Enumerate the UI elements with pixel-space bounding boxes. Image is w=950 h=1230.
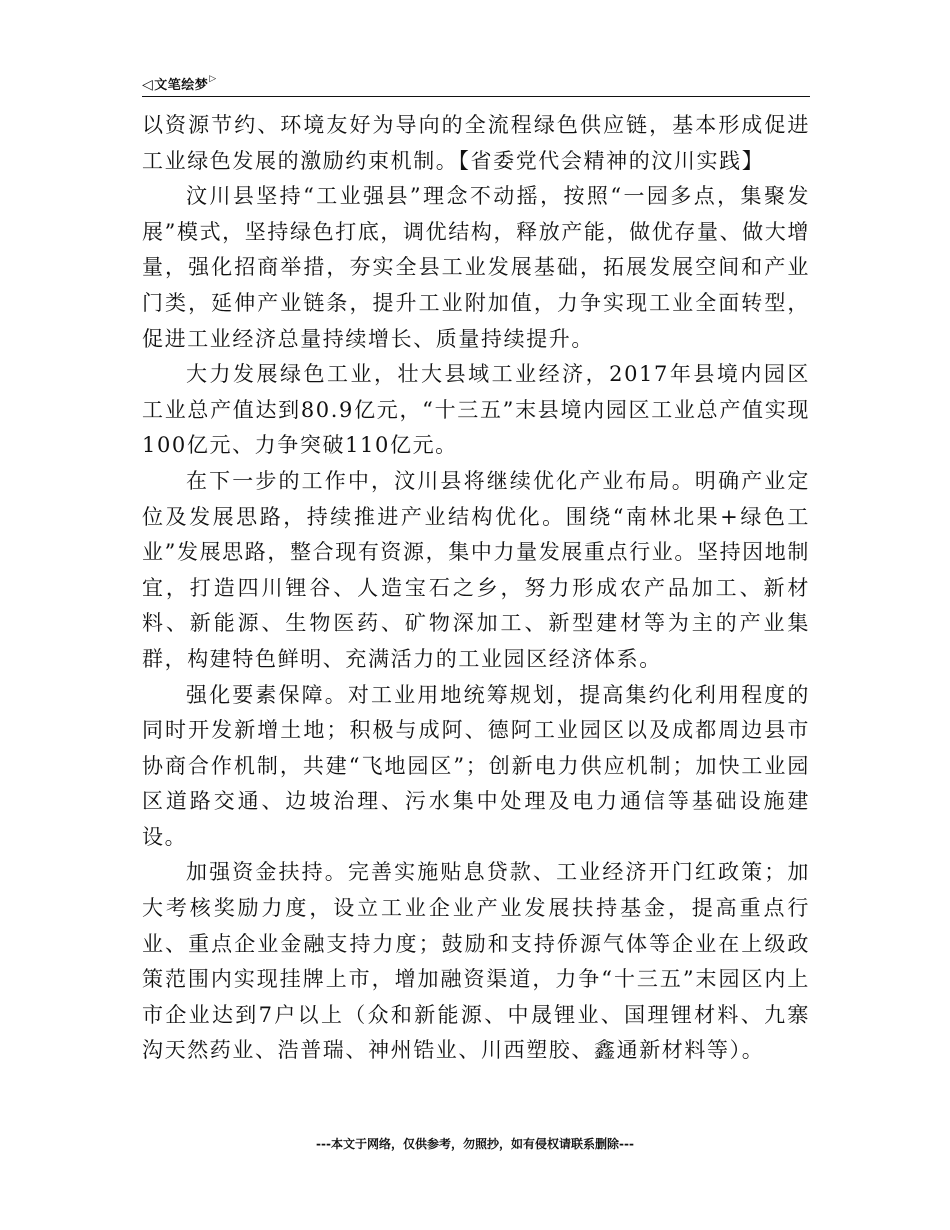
- paragraph-1: 以资源节约、环境友好为导向的全流程绿色供应链，基本形成促进工业绿色发展的激励约束机制。【省委党代会精神的汶川实践】: [142, 113, 810, 173]
- page-footer-disclaimer: ---本文于网络，仅供参考，勿照抄，如有侵权请联系删除---: [316, 1137, 634, 1151]
- left-triangle-icon: ◁: [142, 77, 154, 93]
- header-title: 文笔绘梦: [154, 78, 209, 93]
- document-body: [142, 108, 810, 1069]
- header-title-group: [142, 74, 217, 93]
- paragraph-5: 强化要素保障。对工业用地统筹规划，提高集约化利用程度的同时开发新增土地；积极与成阿、德阿工业园区以及成都周边县市协商合作机制，共建“飞地园区”；创新电力供应机制；加快工业园区道路交通、边坡治理、污水集中处理及电力通信等基础设施建设。: [142, 682, 810, 849]
- paragraph-3: 大力发展绿色工业，壮大县域工业经济，2017年县境内园区工业总产值达到80.9亿元，“十三五”末县境内园区工业总产值实现100亿元、力争突破110亿元。: [142, 362, 810, 458]
- page-header: [142, 72, 810, 97]
- paragraph-4: 在下一步的工作中，汶川县将继续优化产业布局。明确产业定位及发展思路，持续推进产业结构优化。围绕“南林北果+绿色工业”发展思路，整合现有资源，集中力量发展重点行业。坚持因地制宜，打造四川锂谷、人造宝石之乡，努力形成农产品加工、新材料、新能源、生物医药、矿物深加工、新型建材等为主的产业集群，构建特色鲜明、充满活力的工业园区经济体系。: [142, 468, 810, 671]
- paragraph-2: 汶川县坚持“工业强县”理念不动摇，按照“一园多点，集聚发展”模式，坚持绿色打底，调优结构，释放产能，做优存量、做大增量，强化招商举措，夯实全县工业发展基础，拓展发展空间和产业门类，延伸产业链条，提升工业附加值，力争实现工业全面转型，促进工业经济总量持续增长、质量持续提升。: [142, 184, 810, 351]
- right-triangle-icon: ▷: [209, 74, 217, 84]
- paragraph-6: 加强资金扶持。完善实施贴息贷款、工业经济开门红政策；加大考核奖励力度，设立工业企业产业发展扶持基金，提高重点行业、重点企业金融支持力度；鼓励和支持侨源气体等企业在上级政策范围内实现挂牌上市，增加融资渠道，力争“十三五”末园区内上市企业达到7户以上（众和新能源、中晟锂业、国理锂材料、九寨沟天然药业、浩普瑞、神州锆业、川西塑胶、鑫通新材料等）。: [142, 860, 810, 1063]
